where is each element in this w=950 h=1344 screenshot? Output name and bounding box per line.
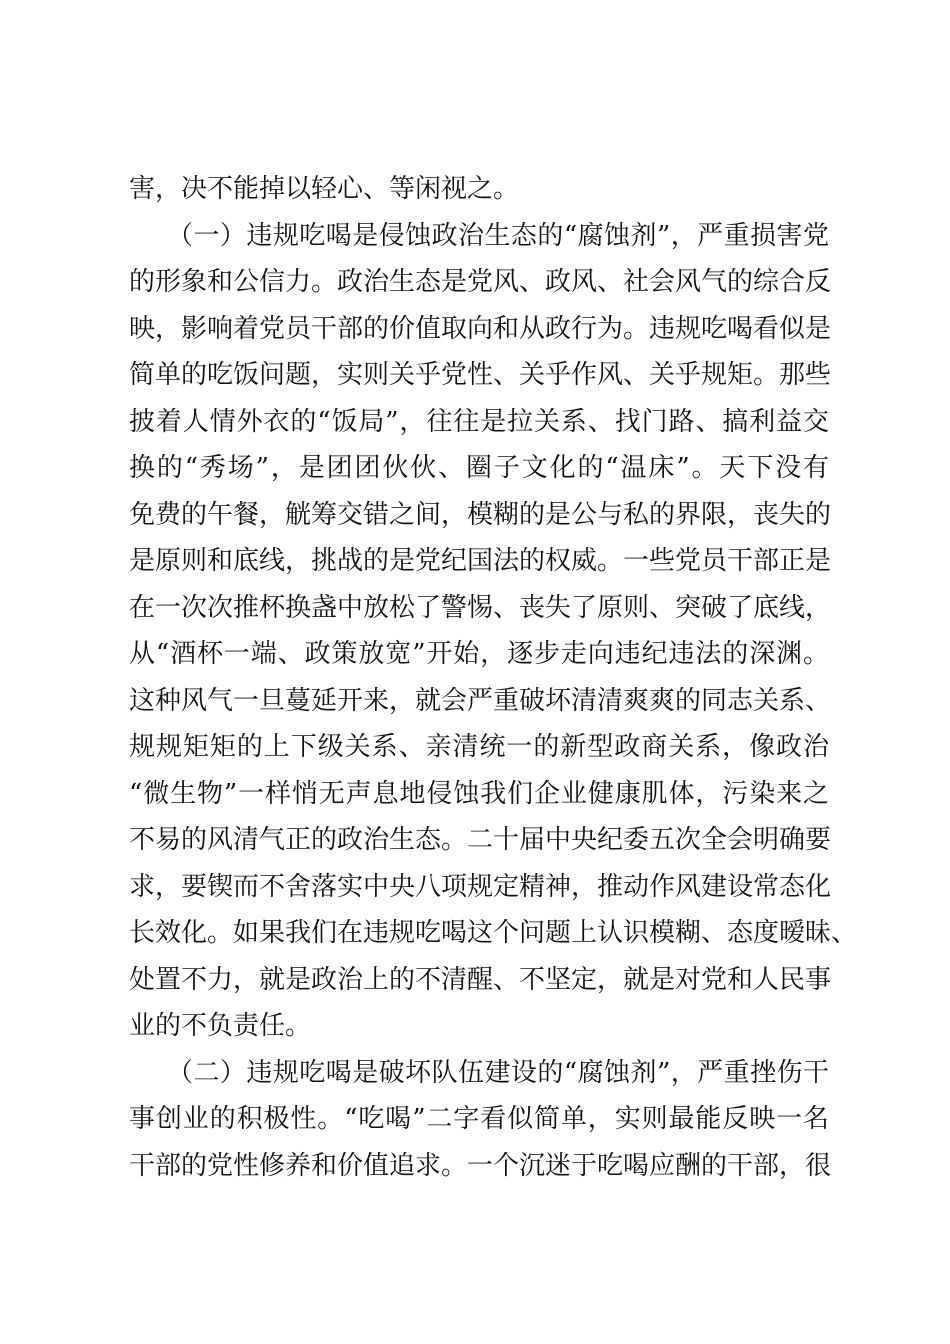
- section-heading-line: （二）违规吃喝是破坏队伍建设的“腐蚀剂”，严重挫伤干: [167, 1057, 829, 1088]
- text-line: 免费的午餐，觥筹交错之间，模糊的是公与私的界限，丧失的: [129, 499, 832, 530]
- text-line: 长效化。如果我们在违规吃喝这个问题上认识模糊、态度暧昧、: [129, 918, 858, 948]
- text-line: 害，决不能掉以轻心、等闲视之。: [129, 174, 520, 204]
- text-line: 规规矩矩的上下级关系、亲清统一的新型政商关系，像政治: [129, 732, 829, 762]
- section-heading-line: （一）违规吃喝是侵蚀政治生态的“腐蚀剂”，严重损害党: [167, 220, 829, 251]
- text-line: 映，影响着党员干部的价值取向和从政行为。违规吃喝看似是: [129, 313, 832, 344]
- text-line: 是原则和底线，挑战的是党纪国法的权威。一些党员干部正是: [129, 546, 832, 576]
- text-line: 从“酒杯一端、政策放宽”开始，逐步走向违纪违法的深渊。: [129, 639, 829, 669]
- text-line: 不易的风清气正的政治生态。二十届中央纪委五次全会明确要: [129, 825, 832, 855]
- text-line: 在一次次推杯换盏中放松了警惕、丧失了原则、突破了底线，: [129, 592, 832, 623]
- text-line: 处置不力，就是政治上的不清醒、不坚定，就是对党和人民事: [129, 964, 832, 995]
- document-body: [129, 166, 858, 1189]
- text-line: 事创业的积极性。“吃喝”二字看似简单，实则最能反映一名: [129, 1104, 829, 1134]
- paragraph-continuation: [129, 166, 829, 213]
- text-line: 披着人情外衣的“饭局”，往往是拉关系、找门路、搞利益交: [129, 406, 829, 437]
- text-line: 换的“秀场”，是团团伙伙、圈子文化的“温床”。天下没有: [129, 453, 829, 483]
- text-line: 求，要锲而不舍落实中央八项规定精神，推动作风建设常态化: [129, 871, 832, 902]
- text-line: 干部的党性修养和价值追求。一个沉迷于吃喝应酬的干部，很: [129, 1150, 832, 1181]
- text-line: 简单的吃饭问题，实则关乎党性、关乎作风、关乎规矩。那些: [129, 360, 832, 390]
- paragraph-section-one: [129, 213, 858, 1050]
- paragraph-section-two: [129, 1050, 832, 1190]
- text-line: “微生物”一样悄无声息地侵蚀我们企业健康肌体，污染来之: [129, 778, 829, 809]
- text-line: 业的不负责任。: [129, 1011, 312, 1041]
- text-line: 这种风气一旦蔓延开来，就会严重破坏清清爽爽的同志关系、: [129, 685, 832, 716]
- text-line: 的形象和公信力。政治生态是党风、政风、社会风气的综合反: [129, 267, 832, 297]
